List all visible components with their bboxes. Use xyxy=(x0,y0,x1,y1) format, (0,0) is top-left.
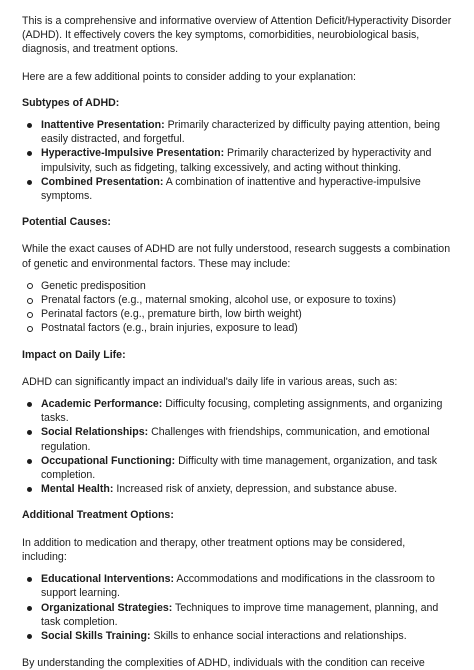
item-text: Difficulty with time management, organization, and task completion. xyxy=(41,454,438,482)
causes-heading: Potential Causes: xyxy=(22,216,111,229)
impact-list xyxy=(22,397,452,496)
treatment-paragraph: In addition to medication and therapy, other treatment options may be considered, including: xyxy=(22,536,406,563)
item-term: Social Skills Training: xyxy=(41,629,151,642)
closing-paragraph: By understanding the complexities of ADHD, individuals with the condition can receive xyxy=(22,657,425,670)
item-text: Primarily characterized by hyperactivity and impulsivity, such as fidgeting, talking excessively, and acting without thinking. xyxy=(41,147,432,174)
treatment-heading: Additional Treatment Options: xyxy=(22,509,174,522)
list-item xyxy=(22,118,452,146)
impact-heading: Impact on Daily Life: xyxy=(22,348,126,361)
subtypes-list xyxy=(22,118,452,203)
item-text: A combination of inattentive and hyperactive-impulsive symptoms. xyxy=(41,175,421,203)
item-term: Mental Health: xyxy=(41,483,114,496)
item-text: Primarily characterized by difficulty paying attention, being easily distracted, and forgetful. xyxy=(41,119,441,146)
item-term: Inattentive Presentation: xyxy=(41,119,165,132)
item-term: Hyperactive-Impulsive Presentation: xyxy=(41,147,225,160)
lead-paragraph: Here are a few additional points to consider adding to your explanation: xyxy=(22,70,356,83)
list-item xyxy=(22,425,452,453)
item-text: Challenges with friendships, communication, and emotional regulation. xyxy=(41,426,430,453)
item-text: Difficulty focusing, completing assignments, and organizing tasks. xyxy=(41,398,443,425)
list-item: Perinatal factors (e.g., premature birth, low birth weight) xyxy=(22,307,452,321)
list-item xyxy=(22,629,452,643)
item-text: Techniques to improve time management, planning, and task completion. xyxy=(41,601,439,628)
item-term: Organizational Strategies: xyxy=(41,601,173,614)
subtypes-heading: Subtypes of ADHD: xyxy=(22,96,120,109)
list-item xyxy=(22,397,452,425)
intro-paragraph: This is a comprehensive and informative overview of Attention Deficit/Hyperactivity Disorder (ADHD). It effectively covers the key symptoms, comorbidities, neurobiological basis, diagnosis, and treatment options. xyxy=(22,15,452,56)
list-item xyxy=(22,572,452,600)
item-text: Increased risk of anxiety, depression, and substance abuse. xyxy=(113,483,398,496)
impact-paragraph: ADHD can significantly impact an individual's daily life in various areas, such as: xyxy=(22,375,398,388)
item-text: Skills to enhance social interactions and relationships. xyxy=(150,629,407,642)
list-item: Genetic predisposition xyxy=(22,279,452,293)
list-item: Prenatal factors (e.g., maternal smoking, alcohol use, or exposure to toxins) xyxy=(22,293,452,307)
list-item: Postnatal factors (e.g., brain injuries, exposure to lead) xyxy=(22,321,452,335)
item-term: Academic Performance: xyxy=(41,398,163,411)
list-item xyxy=(22,146,452,174)
item-term: Combined Presentation: xyxy=(41,175,164,188)
list-item xyxy=(22,482,452,496)
list-item xyxy=(22,175,452,203)
causes-list xyxy=(22,279,452,336)
list-item xyxy=(22,454,452,482)
item-term: Educational Interventions: xyxy=(41,573,175,586)
causes-paragraph: While the exact causes of ADHD are not fully understood, research suggests a combination of genetic and environmental factors. These may include: xyxy=(22,243,451,270)
item-term: Social Relationships: xyxy=(41,426,149,439)
treatment-list xyxy=(22,572,452,643)
item-term: Occupational Functioning: xyxy=(41,454,176,467)
item-text: Accommodations and modifications in the classroom to support learning. xyxy=(41,573,435,600)
list-item xyxy=(22,601,452,629)
